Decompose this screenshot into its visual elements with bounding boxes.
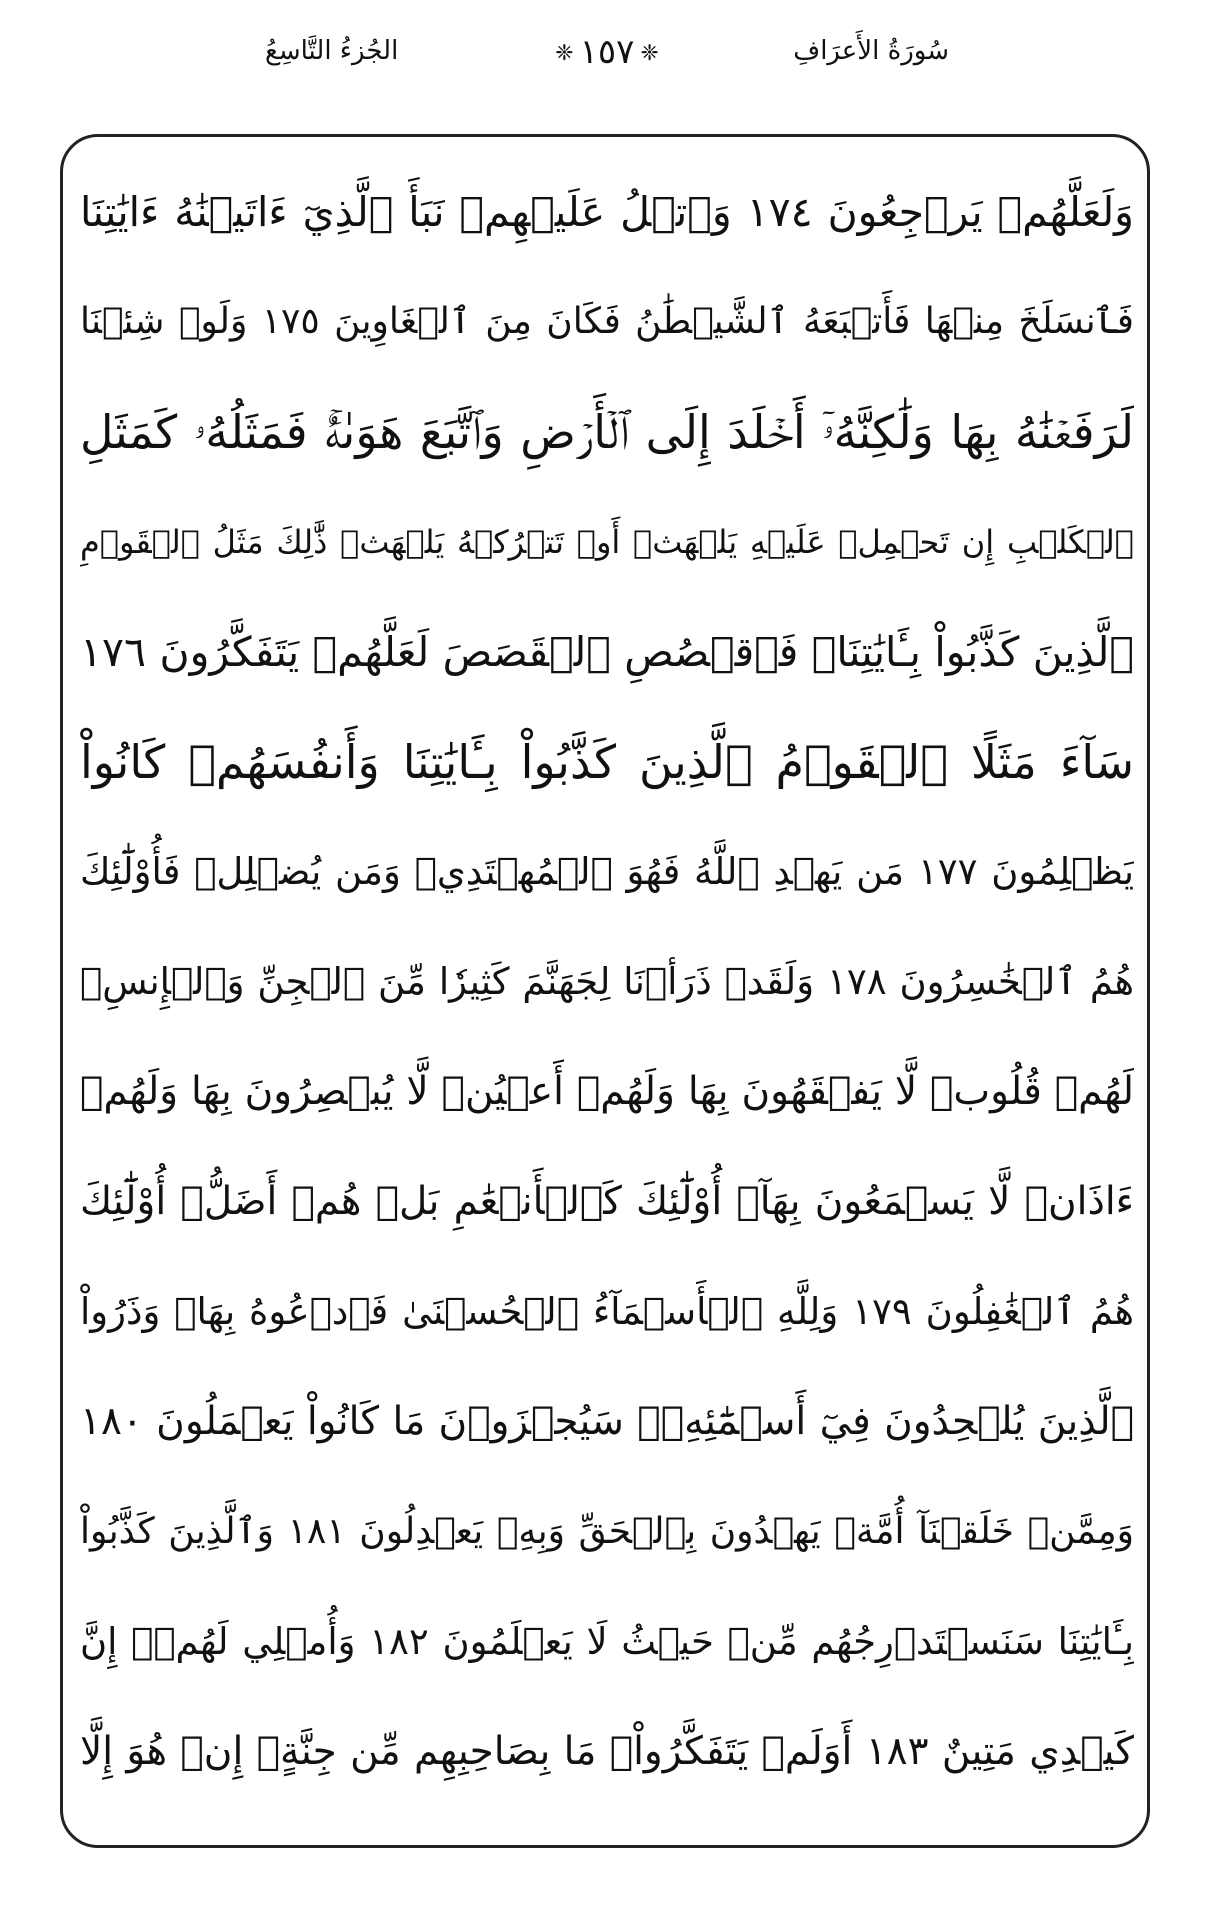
text-line: هُمُ ٱلۡغَٰفِلُونَ ١٧٩ وَلِلَّهِ ٱلۡأَسۡمَآءُ ٱلۡحُسۡنَىٰ فَٱدۡعُوهُ بِهَاۖ وَذَرُواْ	[80, 1290, 1134, 1333]
text-line: وَمِمَّنۡ خَلَقۡنَآ أُمَّةٞ يَهۡدُونَ بِٱلۡحَقِّ وَبِهِۦ يَعۡدِلُونَ ١٨١ وَٱلَّذِينَ كَذَّبُواْ	[80, 1511, 1134, 1552]
text-line: لَرَفَعۡنَٰهُ بِهَا وَلَٰكِنَّهُۥٓ أَخۡلَدَ إِلَى ٱلۡأَرۡضِ وَٱتَّبَعَ هَوَىٰهُۚ فَمَثَلُهُۥ كَمَثَلِ	[80, 405, 1134, 459]
page-number: ١٥٧	[579, 32, 635, 72]
ornament-right-icon: ❈	[640, 41, 659, 66]
text-line: وَلَعَلَّهُمۡ يَرۡجِعُونَ ١٧٤ وَٱتۡلُ عَلَيۡهِمۡ نَبَأَ ٱلَّذِيٓ ءَاتَيۡنَٰهُ ءَايَٰتِنَا	[80, 188, 1134, 236]
text-line: سَآءَ مَثَلًا ٱلۡقَوۡمُ ٱلَّذِينَ كَذَّبُواْ بِـَٔايَٰتِنَا وَأَنفُسَهُمۡ كَانُواْ	[80, 735, 1134, 789]
text-line: بِـَٔايَٰتِنَا سَنَسۡتَدۡرِجُهُم مِّنۡ حَيۡثُ لَا يَعۡلَمُونَ ١٨٢ وَأُمۡلِي لَهُمۡۚ إِنَّ	[80, 1620, 1134, 1663]
text-body	[80, 160, 1134, 1820]
text-line: ٱلۡكَلۡبِ إِن تَحۡمِلۡ عَلَيۡهِ يَلۡهَثۡ أَوۡ تَتۡرُكۡهُ يَلۡهَثۚ ذَّٰلِكَ مَثَلُ ٱلۡقَوۡمِ	[80, 523, 1134, 561]
text-line: فَٱنسَلَخَ مِنۡهَا فَأَتۡبَعَهُ ٱلشَّيۡطَٰنُ فَكَانَ مِنَ ٱلۡغَاوِينَ ١٧٥ وَلَوۡ شِئۡنَا	[80, 301, 1134, 342]
surah-name: سُورَةُ الأَعرَافِ	[793, 36, 949, 66]
text-line: ٱلَّذِينَ كَذَّبُواْ بِـَٔايَٰتِنَاۚ فَٱقۡصُصِ ٱلۡقَصَصَ لَعَلَّهُمۡ يَتَفَكَّرُونَ ١٧٦	[80, 628, 1134, 676]
text-line: ٱلَّذِينَ يُلۡحِدُونَ فِيٓ أَسۡمَٰٓئِهِۦۚ سَيُجۡزَوۡنَ مَا كَانُواْ يَعۡمَلُونَ ١٨٠	[80, 1399, 1134, 1444]
text-line: هُمُ ٱلۡخَٰسِرُونَ ١٧٨ وَلَقَدۡ ذَرَأۡنَا لِجَهَنَّمَ كَثِيرٗا مِّنَ ٱلۡجِنِّ وَٱلۡإِنسِۖ	[80, 960, 1134, 1003]
text-line: كَيۡدِي مَتِينٌ ١٨٣ أَوَلَمۡ يَتَفَكَّرُواْۗ مَا بِصَاحِبِهِم مِّن جِنَّةٍۚ إِنۡ هُوَ إِلَّا	[80, 1729, 1134, 1774]
ornament-left-icon: ❈	[555, 41, 574, 66]
page-number-block	[0, 32, 1214, 72]
text-line: ءَاذَانٞ لَّا يَسۡمَعُونَ بِهَآۚ أُوْلَٰٓئِكَ كَٱلۡأَنۡعَٰمِ بَلۡ هُمۡ أَضَلُّۚ أُوْلَٰٓئِكَ	[80, 1179, 1134, 1224]
page-header	[0, 28, 1214, 88]
text-line: لَهُمۡ قُلُوبٞ لَّا يَفۡقَهُونَ بِهَا وَلَهُمۡ أَعۡيُنٞ لَّا يُبۡصِرُونَ بِهَا وَلَهُمۡ	[80, 1069, 1134, 1114]
juz-name: الجُزءُ التَّاسِعُ	[265, 36, 399, 66]
text-line: يَظۡلِمُونَ ١٧٧ مَن يَهۡدِ ٱللَّهُ فَهُوَ ٱلۡمُهۡتَدِيۖ وَمَن يُضۡلِلۡ فَأُوْلَٰٓئِكَ	[80, 850, 1134, 893]
